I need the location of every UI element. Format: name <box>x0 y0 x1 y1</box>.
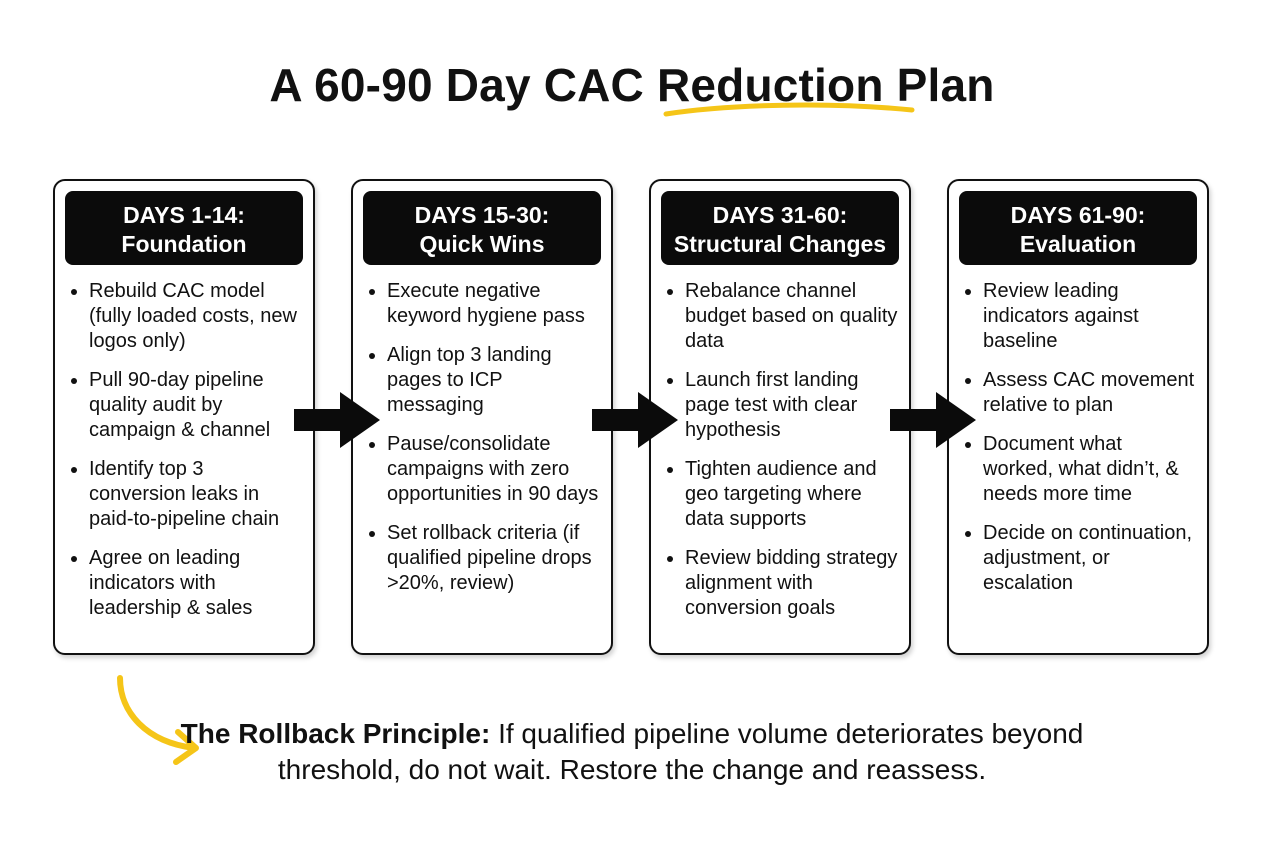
phase-days: DAYS 15-30: <box>414 202 550 228</box>
phase-days: DAYS 31-60: <box>712 202 848 228</box>
list-item: Pause/consolidate campaigns with zero opportunities in 90 days <box>365 432 601 507</box>
phase-header <box>363 191 601 265</box>
phase-item-list <box>67 279 303 635</box>
list-item: Identify top 3 conversion leaks in paid-to-pipeline chain <box>67 457 303 532</box>
list-item: Review bidding strategy alignment with conversion goals <box>663 546 899 621</box>
phase-header <box>661 191 899 265</box>
list-item: Rebalance channel budget based on quality data <box>663 279 899 354</box>
phase-item-list <box>365 279 601 610</box>
phase-name: Structural Changes <box>673 231 887 257</box>
phase-header <box>65 191 303 265</box>
phase-card-structural-changes <box>649 179 911 655</box>
list-item: Launch first landing page test with clear hypothesis <box>663 368 899 443</box>
phase-days: DAYS 61-90: <box>1010 202 1146 228</box>
list-item: Tighten audience and geo targeting where data supports <box>663 457 899 532</box>
list-item: Set rollback criteria (if qualified pipeline drops >20%, review) <box>365 521 601 596</box>
phase-name: Foundation <box>121 231 247 257</box>
list-item: Rebuild CAC model (fully loaded costs, new logos only) <box>67 279 303 354</box>
phase-item-list <box>663 279 899 635</box>
phase-days: DAYS 1-14: <box>123 202 245 228</box>
phase-item-list <box>961 279 1197 610</box>
arrow-right-icon <box>590 390 680 450</box>
phase-card-evaluation <box>947 179 1209 655</box>
title-underline-accent <box>662 98 918 122</box>
rollback-principle <box>150 716 1114 788</box>
arrow-right-icon <box>888 390 978 450</box>
principle-label: The Rollback Principle: <box>180 718 491 749</box>
list-item: Align top 3 landing pages to ICP messaging <box>365 343 601 418</box>
list-item: Decide on continuation, adjustment, or escalation <box>961 521 1197 596</box>
list-item: Review leading indicators against baseline <box>961 279 1197 354</box>
phase-name: Quick Wins <box>419 231 545 257</box>
phase-header <box>959 191 1197 265</box>
list-item: Agree on leading indicators with leadership & sales <box>67 546 303 621</box>
phase-card-quick-wins <box>351 179 613 655</box>
arrow-right-icon <box>292 390 382 450</box>
list-item: Document what worked, what didn’t, & needs more time <box>961 432 1197 507</box>
list-item: Assess CAC movement relative to plan <box>961 368 1197 418</box>
phase-card-foundation <box>53 179 315 655</box>
list-item: Pull 90-day pipeline quality audit by campaign & channel <box>67 368 303 443</box>
page-title: A 60-90 Day CAC Reduction Plan <box>269 59 995 111</box>
principle-text: If qualified pipeline volume deteriorates beyond threshold, do not wait. Restore the change and reassess. <box>277 718 1084 785</box>
phase-name: Evaluation <box>1019 231 1137 257</box>
list-item: Execute negative keyword hygiene pass <box>365 279 601 329</box>
